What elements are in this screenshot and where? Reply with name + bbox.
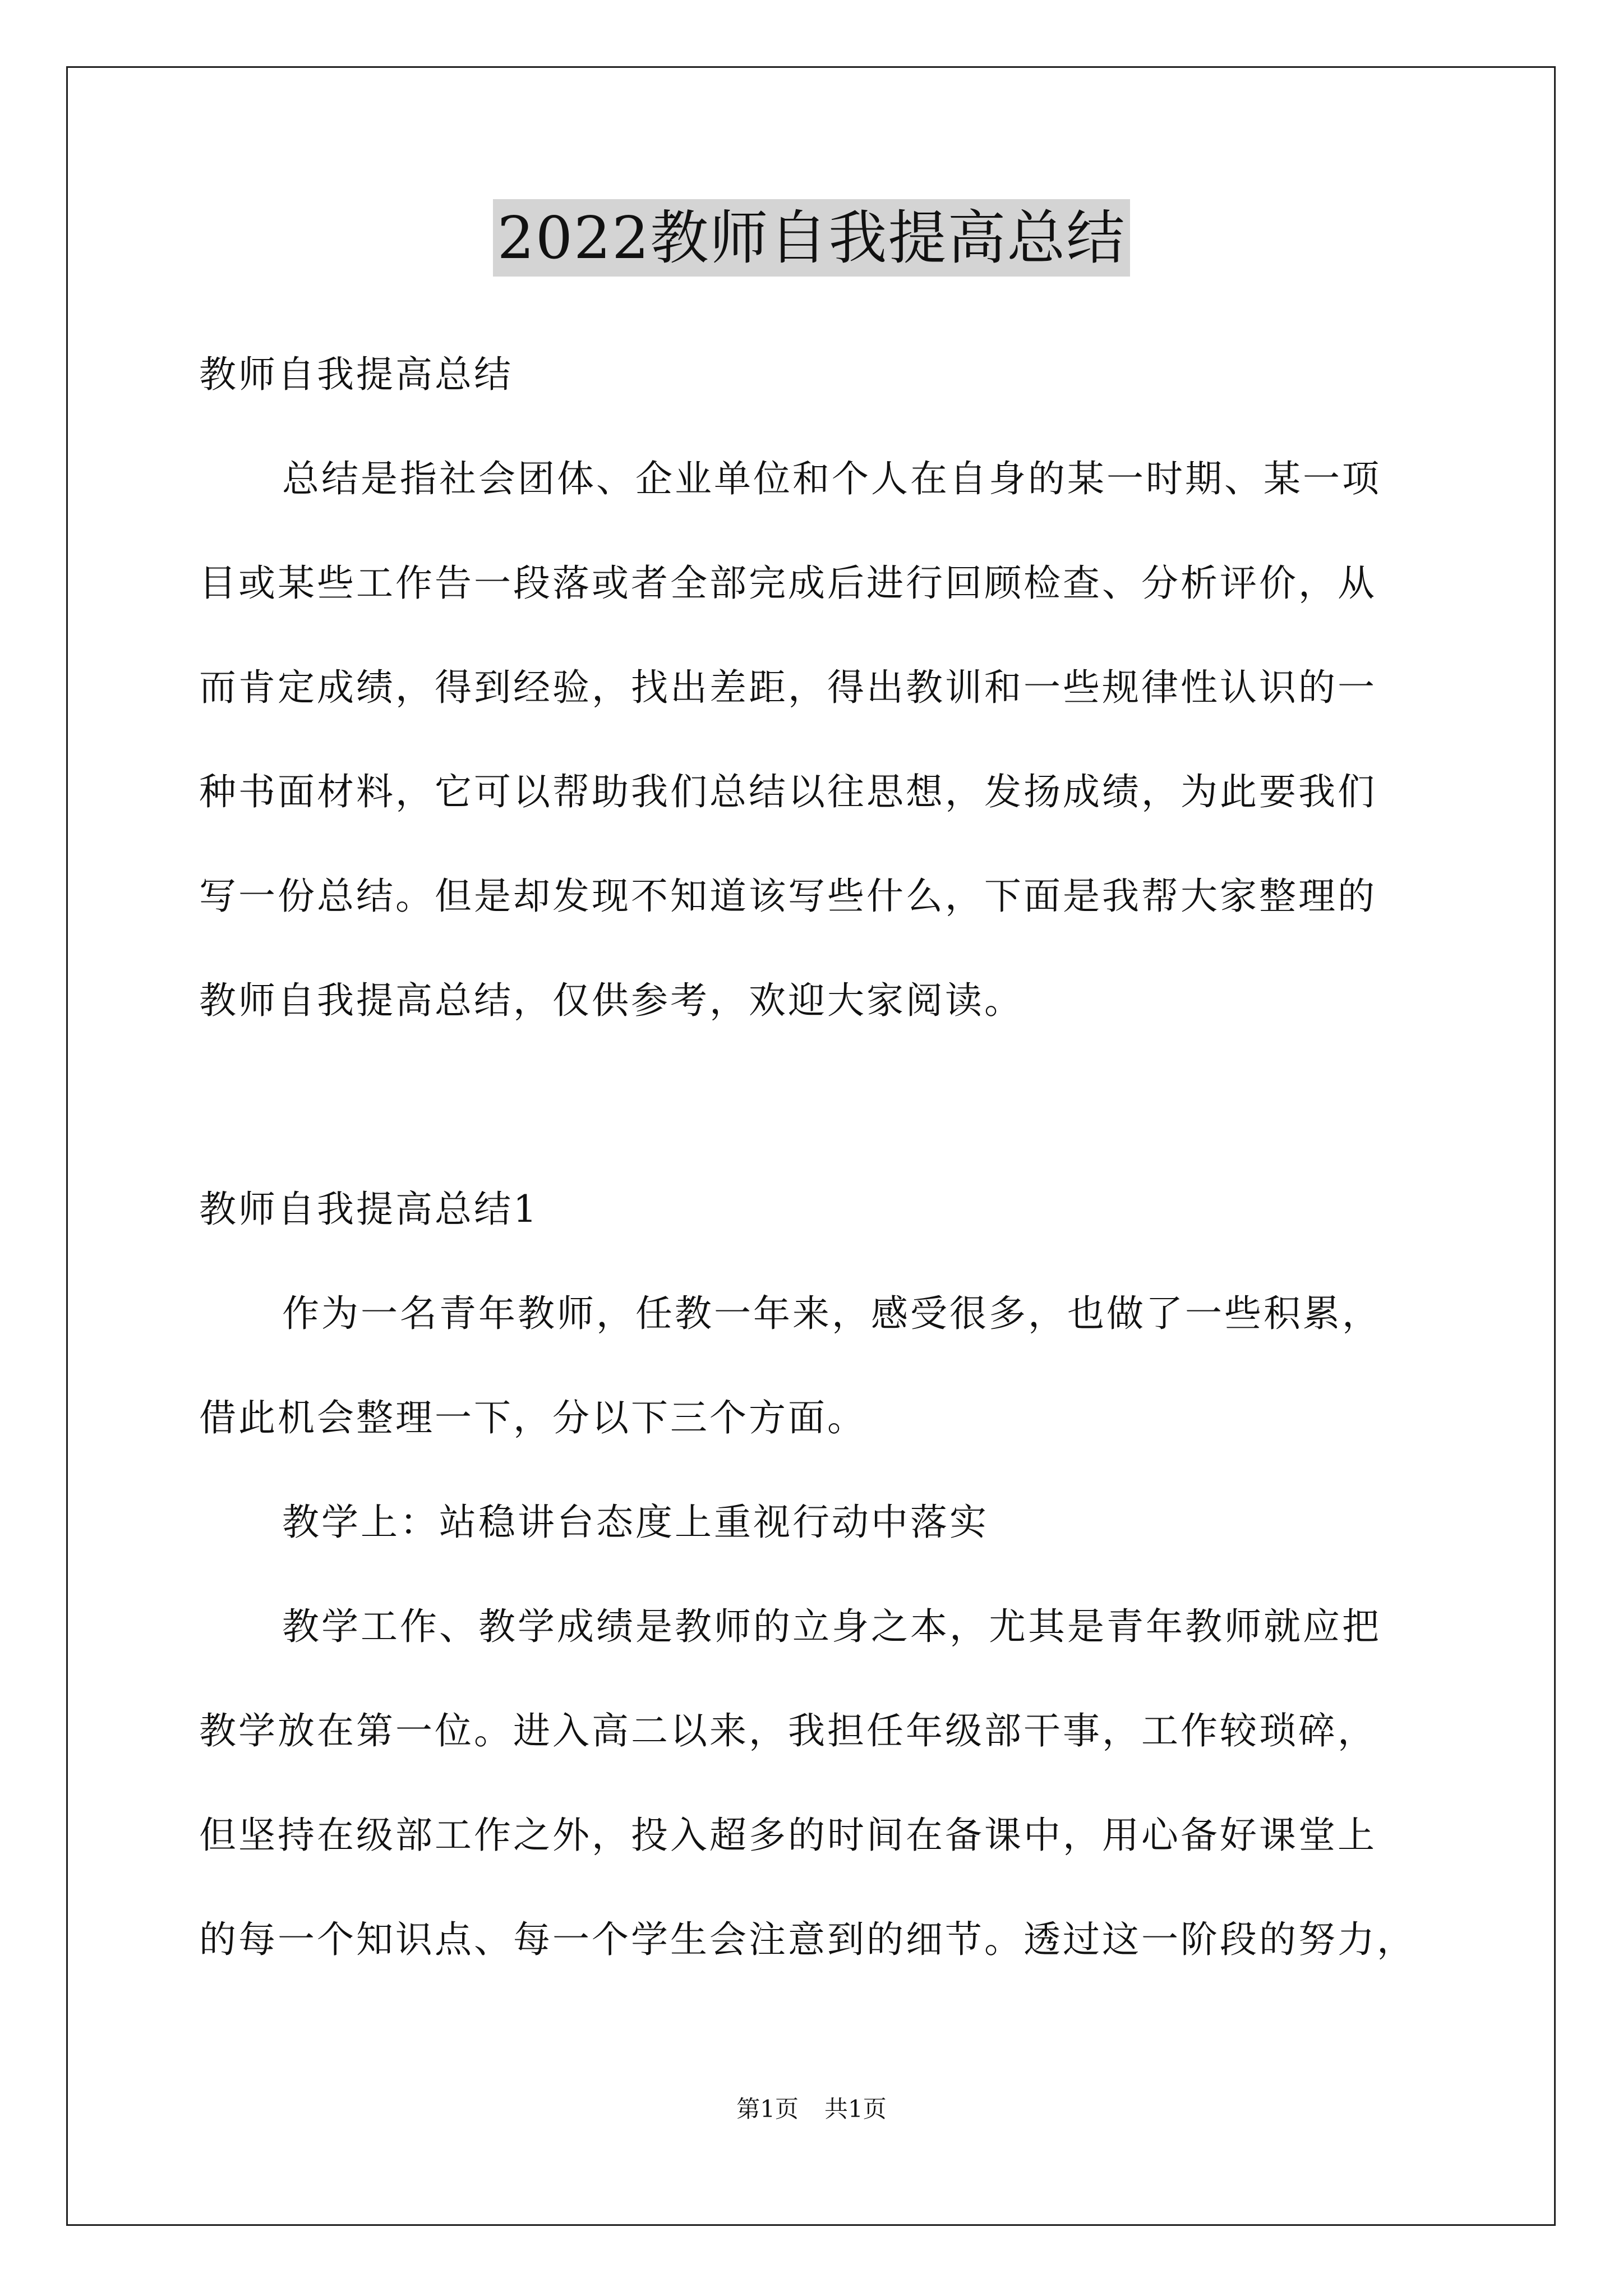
body-line: 总结是指社会团体、企业单位和个人在自身的某一时期、某一项 <box>282 457 1381 500</box>
body-line: 教学上：站稳讲台态度上重视行动中落实 <box>282 1501 989 1544</box>
body-line: 教学放在第一位。进入高二以来，我担任年级部干事，工作较琐碎， <box>199 1709 1377 1752</box>
body-line: 教师自我提高总结 <box>199 353 513 396</box>
document-title: 2022教师自我提高总结 <box>493 199 1131 277</box>
page-number-current: 第1页 <box>736 2095 799 2123</box>
page-footer <box>0 2093 1623 2125</box>
body-line: 种书面材料，它可以帮助我们总结以往思想，发扬成绩，为此要我们 <box>199 770 1377 813</box>
body-line: 但坚持在级部工作之外，投入超多的时间在备课中，用心备好课堂上 <box>199 1814 1377 1857</box>
body-line: 教学工作、教学成绩是教师的立身之本，尤其是青年教师就应把 <box>282 1605 1381 1648</box>
document-body <box>199 323 1430 1992</box>
body-line: 而肯定成绩，得到经验，找出差距，得出教训和一些规律性认识的一 <box>199 666 1377 709</box>
page-number-total: 共1页 <box>824 2095 887 2123</box>
body-line: 的每一个知识点、每一个学生会注意到的细节。透过这一阶段的努力， <box>199 1918 1416 1961</box>
body-line: 教师自我提高总结1 <box>199 1188 539 1231</box>
body-line: 作为一名青年教师，任教一年来，感受很多，也做了一些积累， <box>282 1292 1381 1335</box>
body-line: 目或某些工作告一段落或者全部完成后进行回顾检查、分析评价，从 <box>199 562 1377 605</box>
body-line: 教师自我提高总结，仅供参考，欢迎大家阅读。 <box>199 979 1023 1022</box>
title-container <box>0 199 1623 277</box>
body-line: 借此机会整理一下，分以下三个方面。 <box>199 1396 866 1439</box>
body-line: 写一份总结。但是却发现不知道该写些什么，下面是我帮大家整理的 <box>199 875 1377 918</box>
blank-line <box>199 1053 1430 1157</box>
